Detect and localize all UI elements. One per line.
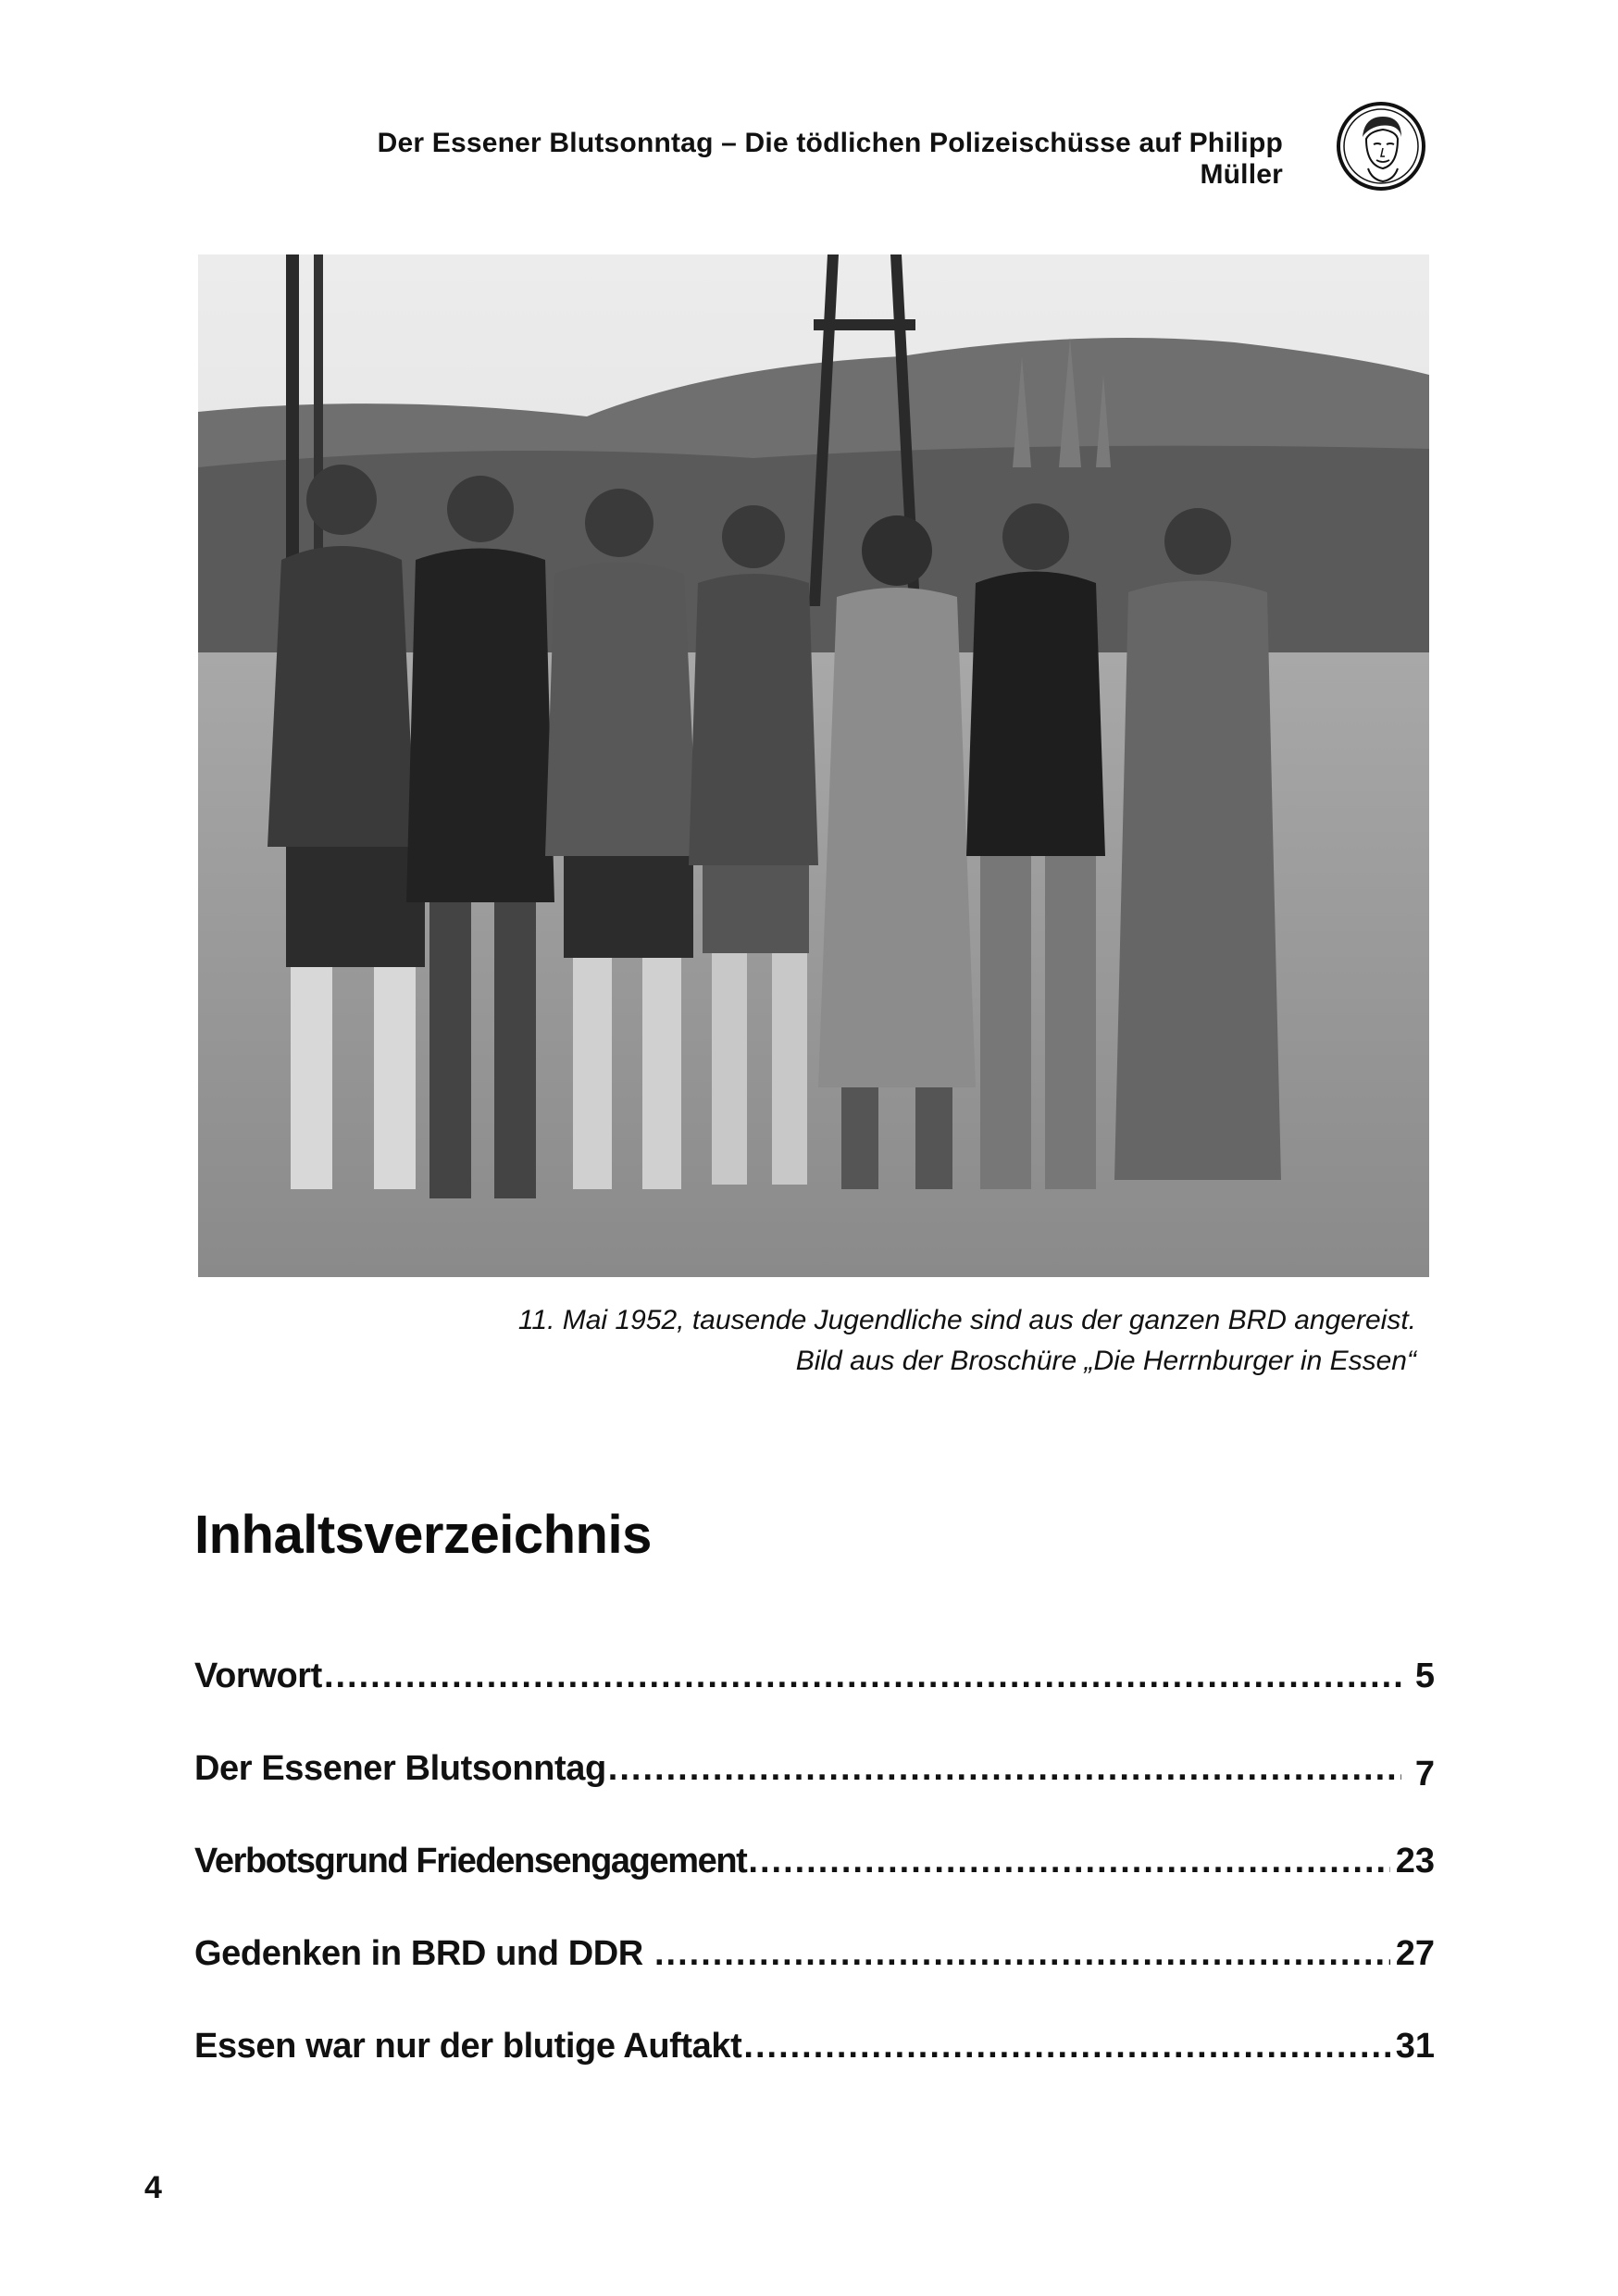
table-of-contents xyxy=(194,1657,1435,2119)
dot-leader xyxy=(743,2027,1389,2066)
toc-entry-title: Gedenken in BRD und DDR xyxy=(194,1934,653,1973)
photo-caption xyxy=(198,1300,1416,1382)
dot-leader xyxy=(748,1842,1389,1881)
page-number: 4 xyxy=(144,2170,162,2205)
dot-leader xyxy=(654,1934,1390,1974)
portrait-medallion-icon xyxy=(1335,100,1427,192)
group-photo xyxy=(198,254,1429,1277)
toc-entry-gedenken[interactable] xyxy=(194,1934,1435,2027)
toc-entry-page: 27 xyxy=(1395,1934,1435,1973)
toc-entry-vorwort[interactable] xyxy=(194,1657,1435,1749)
dot-leader xyxy=(608,1749,1401,1789)
dot-leader xyxy=(324,1657,1401,1696)
caption-line: Bild aus der Broschüre „Die Herrnburger in Essen“ xyxy=(795,1346,1416,1376)
toc-entry-auftakt[interactable] xyxy=(194,2027,1435,2119)
toc-title: Inhaltsverzeichnis xyxy=(194,1505,652,1565)
toc-entry-title: Vorwort xyxy=(194,1657,322,1695)
toc-entry-page: 23 xyxy=(1395,1842,1435,1880)
toc-entry-blutsonntag[interactable] xyxy=(194,1749,1435,1842)
toc-entry-title: Verbotsgrund Friedensengagement xyxy=(194,1842,747,1880)
toc-entry-page: 7 xyxy=(1414,1755,1435,1793)
caption-line: 11. Mai 1952, tausende Jugendliche sind aus der ganzen BRD angereist. xyxy=(517,1305,1416,1335)
running-header: Der Essener Blutsonntag – Die tödlichen Polizeischüsse auf Philipp Müller xyxy=(377,128,1283,190)
toc-entry-page: 5 xyxy=(1414,1657,1435,1695)
toc-entry-verbotsgrund[interactable] xyxy=(194,1842,1435,1934)
toc-entry-page: 31 xyxy=(1395,2027,1435,2066)
toc-entry-title: Der Essener Blutsonntag xyxy=(194,1749,606,1788)
toc-entry-title: Essen war nur der blutige Auftakt xyxy=(194,2027,742,2066)
